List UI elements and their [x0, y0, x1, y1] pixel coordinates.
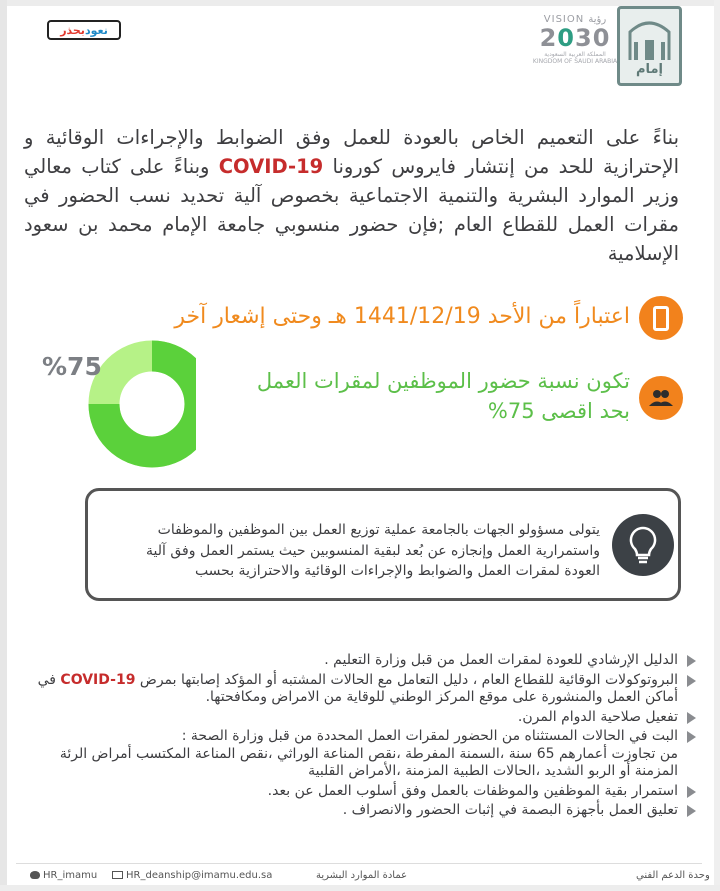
vision-label: VISION رؤية: [543, 14, 607, 25]
list-item: [18, 802, 698, 820]
people-icon: [639, 376, 683, 420]
twitter-icon: [30, 871, 40, 879]
vision-sub-en: KINGDOM OF SAUDI ARABIA: [532, 58, 618, 65]
logo-text: إمام: [636, 62, 663, 77]
vision-year: [530, 25, 620, 51]
twitter-handle[interactable]: [30, 870, 97, 881]
list-item-text: تعليق العمل بأجهزة البصمة في إثبات الحضور والانصراف .: [342, 802, 678, 818]
support-unit: وحدة الدعم الفني: [636, 870, 710, 881]
covid-label: COVID-19: [218, 155, 324, 178]
return-cautiously-badge: [47, 20, 121, 40]
list-item-text: استمرار بقية الموظفين والموظفات بالعمل وفق أسلوب العمل عن بعد.: [267, 782, 678, 799]
vision-sub-ar: المملكة العربية السعودية: [544, 51, 606, 58]
vision-year-b: 0: [557, 24, 575, 52]
mail-icon: [112, 871, 123, 879]
badge-word-a: نعود: [84, 23, 108, 37]
list-item-text-2: من تجاوزت أعمارهم 65 سنة ،السمنة المفرطة ،نقص المناعة الوراثي ،نقص المناعة المكتسب أمراض الرئة المزمنة أو الربو الشديد ،الحالات الطبية المزمنة ،الأمراض القلبية: [59, 745, 678, 779]
vision-year-a: 2: [539, 24, 558, 52]
attendance-percent-label: %75: [42, 352, 102, 381]
intro-part-1: بناءً على التعميم الخاص بالعودة للعمل وفق الضوابط والإجراءات الوقائية و الإحترازية للحد من إنتشار فايروس كورونا: [24, 126, 680, 178]
list-item-text: الدليل الإرشادي للعودة لمقرات العمل من قبل وزارة التعليم .: [324, 652, 678, 668]
bullet-arrow-icon: [687, 731, 696, 743]
tip-text: يتولى مسؤولو الجهات بالجامعة عملية توزيع العمل بين الموظفين والموظفات واستمرارية العمل وإنجازه عن بُعد لبقية المنسوبين حيث يستمر العمل وفق آلية العودة لمقرات العمل والضوابط والإجراءات الوقائية والاحترازية بحسب: [146, 522, 600, 579]
university-logo: [617, 6, 682, 86]
list-item-text: البت في الحالات المستثناه من الحضور لمقرات العمل المحددة من قبل وزارة الصحة :: [181, 728, 678, 744]
list-item: [18, 652, 698, 670]
phone-icon: [639, 296, 683, 340]
vision-2030-logo: [530, 14, 620, 84]
list-item: [18, 672, 698, 707]
bullet-arrow-icon: [687, 675, 696, 687]
top-edge: [0, 0, 720, 6]
list-item: [18, 709, 698, 727]
list-item-text: البروتوكولات الوقائية للقطاع العام ، دليل التعامل مع الحالات المشتبه أو المؤكد إصابتها بمرض: [135, 671, 678, 688]
list-item: [18, 783, 698, 801]
bullet-arrow-icon: [687, 712, 696, 724]
intro-part-2: وبناءً على كتاب معالي وزير الموارد البشرية والتنمية الاجتماعية بخصوص آلية تحديد نسب الحضور في مقرات العمل للقطاع العام ;فإن حضور منسوبي جامعة الإمام محمد بن سعود الإسلامية: [24, 155, 679, 265]
attendance-text: تكون نسبة حضور الموظفين لمقرات العمل بحد اقصى 75%: [256, 369, 630, 423]
bullet-arrow-icon: [687, 805, 696, 817]
left-edge: [0, 0, 7, 891]
guidelines-list: [18, 652, 698, 822]
footer: [16, 863, 710, 885]
list-item-text-2: في أماكن العمل والمنشورة على موقع المركز الوطني للوقاية من الامراض ومكافحتها.: [37, 671, 678, 705]
vision-year-c: 30: [575, 24, 611, 52]
email-text: HR_deanship@imamu.edu.sa: [126, 870, 273, 881]
list-item: [18, 728, 698, 781]
right-edge: [714, 0, 720, 891]
covid-label: COVID-19: [60, 671, 136, 688]
badge-word-b: بحذر: [60, 23, 85, 37]
mosque-emblem-icon: [620, 12, 679, 62]
effective-date: اعتباراً من الأحد 1441/12/19 هـ وحتى إشعار آخر: [174, 304, 630, 329]
intro-paragraph: [24, 123, 679, 268]
deanship-name: عمادة الموارد البشرية: [316, 870, 408, 881]
email-address[interactable]: [112, 870, 272, 881]
bottom-edge: [0, 885, 720, 891]
twitter-text: HR_imamu: [43, 870, 98, 881]
lightbulb-icon: [612, 514, 674, 576]
bullet-arrow-icon: [687, 786, 696, 798]
list-item-text: تفعيل صلاحية الدوام المرن.: [517, 708, 678, 725]
bullet-arrow-icon: [687, 655, 696, 667]
